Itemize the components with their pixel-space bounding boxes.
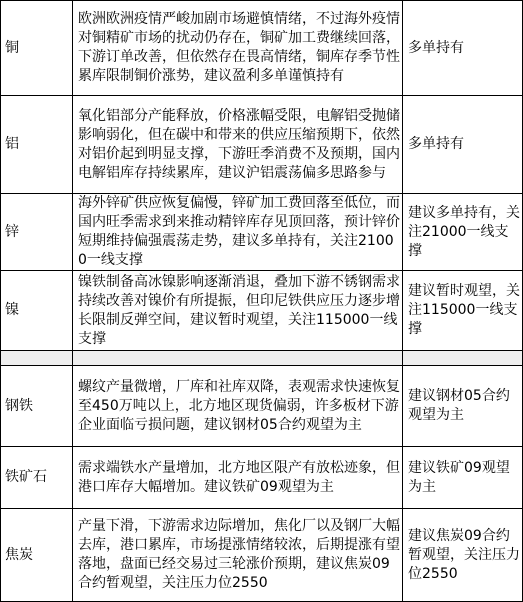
commodity-name: 钢铁: [1, 366, 73, 447]
commodity-recommendation: 建议暂时观望，关注115000一线支撑: [403, 271, 523, 351]
commodity-recommendation: 建议焦炭09合约暂观望，关注压力位2550: [403, 509, 523, 602]
commodity-recommendation: 建议多单持有，关注21000一线支撑: [403, 194, 523, 271]
table-row-coke: [1, 509, 523, 602]
table-spacer-row: [1, 351, 523, 366]
commodity-analysis: 欧洲欧洲疫情严峻加剧市场避慎情绪，不过海外疫情对铜精矿市场的扰动仍存在，铜矿加工费继续回落，下游订单改善，但依然存在畏高情绪，铜库存季节性累库限制铜价涨势，建议盈利多单谨慎持有: [73, 1, 403, 96]
commodity-recommendation: 建议铁矿09观望为主: [403, 447, 523, 509]
commodity-recommendation: 建议钢材05合约观望为主: [403, 366, 523, 447]
commodity-analysis: 海外锌矿供应恢复偏慢，锌矿加工费回落至低位，而国内旺季需求到来推动精锌库存见顶回落，预计锌价短期维持偏强震荡走势，建议多单持有，关注21000一线支撑: [73, 194, 403, 271]
table-row-steel: [1, 366, 523, 447]
spacer-cell: [73, 351, 403, 366]
commodity-recommendation: 多单持有: [403, 1, 523, 96]
commodity-name: 焦炭: [1, 509, 73, 602]
commodity-name: 镍: [1, 271, 73, 351]
commodity-analysis: 螺纹产量微增，厂库和社库双降，表观需求快速恢复至450万吨以上，北方地区现货偏弱，许多板材下游企业面临亏损问题，建议钢材05合约观望为主: [73, 366, 403, 447]
commodity-name: 铝: [1, 96, 73, 194]
commodity-name: 铜: [1, 1, 73, 96]
table-row-nickel: [1, 271, 523, 351]
table-row-iron-ore: [1, 447, 523, 509]
table-row-zinc: [1, 194, 523, 271]
commodity-analysis: 氧化铝部分产能释放，价格涨幅受限，电解铝受抛储影响弱化，但在碳中和带来的供应压缩预期下，依然对铝价起到明显支撑，下游旺季消费不及预期，国内电解铝库存持续累库，建议沪铝震荡偏多思路参与: [73, 96, 403, 194]
commodity-name: 锌: [1, 194, 73, 271]
table-row-aluminum: [1, 96, 523, 194]
commodity-analysis: 镍铁制备高冰镍影响逐渐消退，叠加下游不锈钢需求持续改善对镍价有所提振，但印尼铁供应压力逐步增长限制反弹空间，建议暂时观望，关注115000一线支撑: [73, 271, 403, 351]
commodity-name: 铁矿石: [1, 447, 73, 509]
commodity-analysis: 产量下滑，下游需求边际增加，焦化厂以及钢厂大幅去库，港口累库，市场提涨情绪较浓，后期提涨有望落地，盘面已经交易过三轮涨价预期，建议焦炭09合约暂观望，关注压力位2550: [73, 509, 403, 602]
table-row-copper: [1, 1, 523, 96]
commodity-recommendation: 多单持有: [403, 96, 523, 194]
spacer-cell: [1, 351, 73, 366]
spacer-cell: [403, 351, 523, 366]
commodity-analysis: 需求端铁水产量增加，北方地区限产有放松迹象，但港口库存大幅增加。建议铁矿09观望为主: [73, 447, 403, 509]
